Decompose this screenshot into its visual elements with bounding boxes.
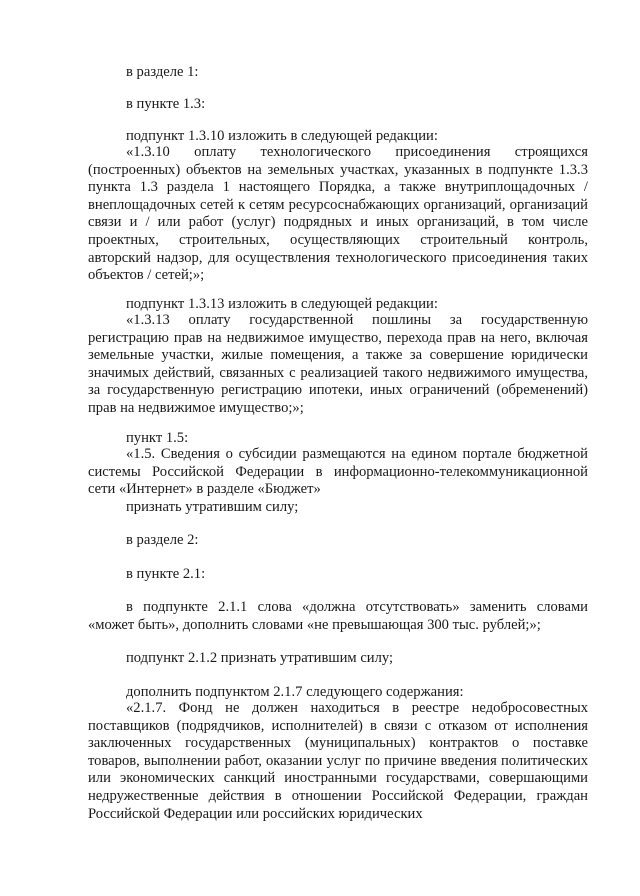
- paragraph-item-1-5-repeal: признать утратившим силу;: [126, 499, 299, 515]
- paragraph-subitem-1-3-10-intro: подпункт 1.3.10 изложить в следующей редакции:: [126, 128, 438, 144]
- paragraph-subitem-1-3-13-intro: подпункт 1.3.13 изложить в следующей редакции:: [126, 296, 438, 312]
- paragraph-section-1: в разделе 1:: [126, 64, 199, 80]
- paragraph-subitem-2-1-1: в подпункте 2.1.1 слова «должна отсутствовать» заменить словами «может быть», дополнить словами «не превышающая 300 тыс. рублей;»;: [88, 599, 588, 633]
- paragraph-section-2: в разделе 2:: [126, 532, 199, 548]
- paragraph-subitem-2-1-7-intro: дополнить подпунктом 2.1.7 следующего содержания:: [126, 684, 464, 700]
- paragraph-subitem-1-3-13-text: «1.3.13 оплату государственной пошлины за государственную регистрацию прав на недвижимое имущество, перехода прав на него, включая земельные участки, жилые помещения, а также за совершение юридически значимых действий, связанных с реализацией такого недвижимого имущества, за государственную регистрацию ипотеки, иных ограничений (обременений) прав на недвижимое имущество;»;: [88, 312, 588, 416]
- paragraph-subitem-2-1-7-text: «2.1.7. Фонд не должен находиться в реестре недобросовестных поставщиков (подрядчиков, исполнителей) в связи с отказом от исполнения заключенных государственных (муниципальных) контрактов о поставке товаров, выполнении работ, оказании услуг по причине введения политических или экономических санкций иностранными государствами, совершающими недружественные действия в отношении Российской Федерации, граждан Российской Федерации или российских юридических: [88, 700, 588, 822]
- paragraph-item-1-5-text: «1.5. Сведения о субсидии размещаются на едином портале бюджетной системы Российской Федерации в информационно-телекоммуникационной сети «Интернет» в разделе «Бюджет»: [88, 446, 588, 498]
- paragraph-subitem-2-1-2: подпункт 2.1.2 признать утратившим силу;: [126, 650, 394, 666]
- paragraph-subitem-1-3-10-text: «1.3.10 оплату технологического присоединения строящихся (построенных) объектов на земельных участках, указанных в подпункте 1.3.3 пункта 1.3 раздела 1 настоящего Порядка, а также внутриплощадочных / внеплощадочных сетей к сетям ресурсоснабжающих организаций, организаций связи и / или работ (услуг) подрядных и иных организаций, в том числе проектных, строительных, осуществляющих строительный контроль, авторский надзор, для осуществления технологического присоединения таких объектов / сетей;»;: [88, 144, 588, 284]
- paragraph-item-2-1: в пункте 2.1:: [126, 566, 206, 582]
- paragraph-item-1-5-intro: пункт 1.5:: [126, 430, 189, 446]
- paragraph-item-1-3: в пункте 1.3:: [126, 96, 206, 112]
